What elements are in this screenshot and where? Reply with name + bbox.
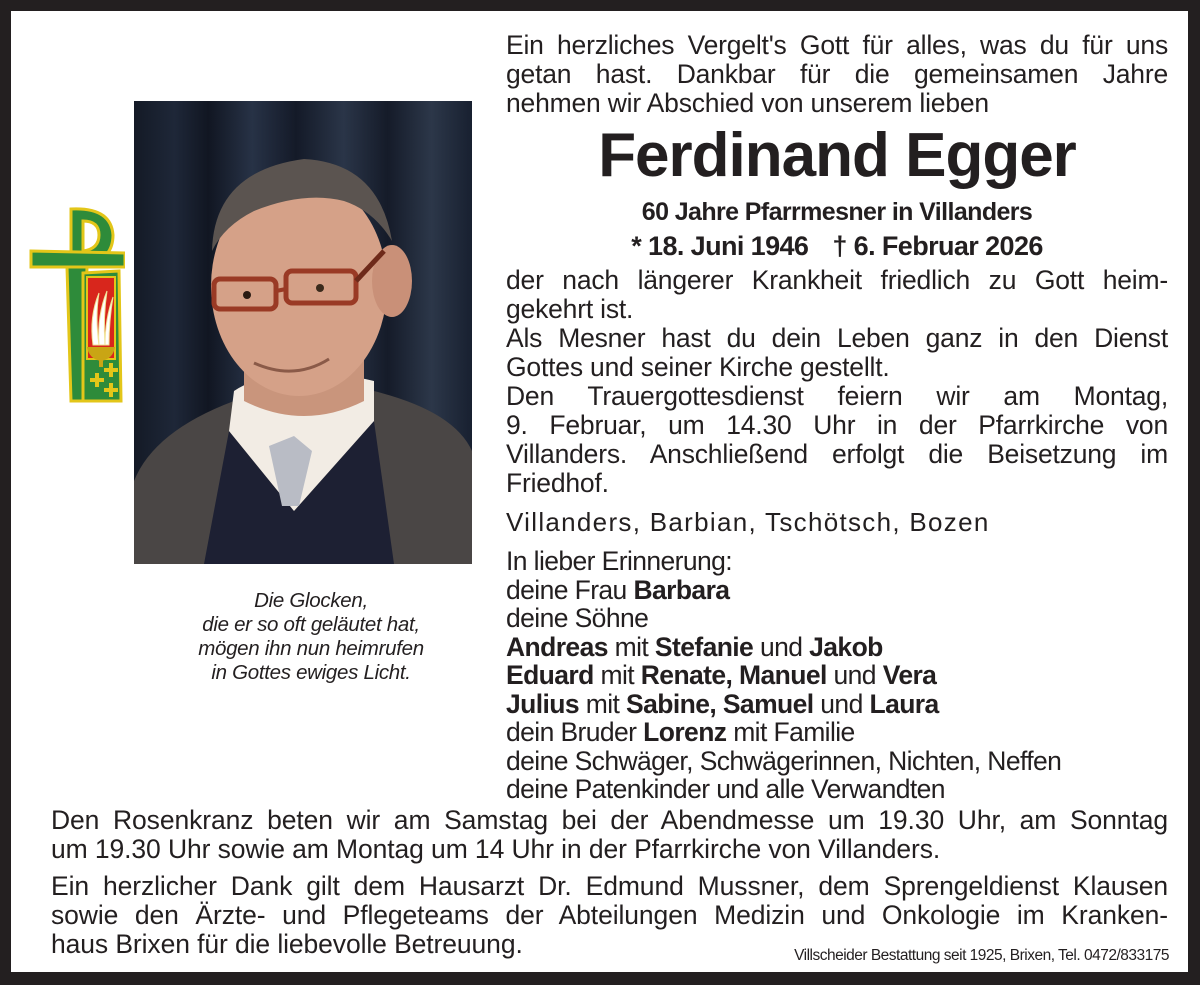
body-line: gekehrt ist. [506, 294, 634, 324]
obituary-notice [11, 11, 1188, 972]
body-line: Villanders. Anschließend erfolgt die Beisetzung im [506, 439, 1168, 469]
intro-line: getan hast. Dankbar für die gemeinsamen Jahre [506, 59, 1168, 89]
body-line: Gottes und seiner Kirche gestellt. [506, 352, 890, 382]
family-son-3: Julius mit Sabine, Samuel und Laura [506, 688, 939, 719]
rosary-line: um 19.30 Uhr sowie am Montag um 14 Uhr in der Pfarrkirche von Villanders. [51, 834, 941, 864]
thanks-note [51, 872, 1168, 959]
thanks-line: haus Brixen für die liebevolle Betreuung. [51, 929, 523, 959]
family-wife: deine Frau Barbara [506, 574, 730, 605]
family-son-1: Andreas mit Stefanie und Jakob [506, 631, 883, 662]
death-date: † 6. Februar 2026 [832, 231, 1043, 261]
thanks-line: Ein herzlicher Dank gilt dem Hausarzt Dr. Edmund Mussner, dem Sprengeldienst Klausen [51, 871, 1168, 901]
family-heading: In lieber Erinnerung: [506, 546, 733, 576]
body-line: 9. Februar, um 14.30 Uhr in der Pfarrkirche von [506, 410, 1168, 440]
intro-text [506, 31, 1168, 118]
portrait-photo [134, 101, 472, 564]
quote-line: in Gottes ewiges Licht. [211, 661, 411, 684]
announcement-body [506, 266, 1168, 498]
quote-line: mögen ihn nun heimrufen [198, 637, 424, 660]
family-godchildren: deine Patenkinder und alle Verwandten [506, 774, 945, 804]
body-line: Den Trauergottesdienst feiern wir am Montag, [506, 381, 1168, 411]
chi-rho-sacristan-emblem-icon [29, 207, 125, 403]
family-son-2: Eduard mit Renate, Manuel und Vera [506, 660, 937, 690]
thanks-line: sowie den Ärzte- und Pflegeteams der Abteilungen Medizin und Onkologie im Kranken- [51, 900, 1168, 930]
deceased-role: 60 Jahre Pfarrmesner in Villanders [641, 198, 1033, 226]
body-line: Als Mesner hast du dein Leben ganz in den Dienst [506, 323, 1168, 353]
deceased-name: Ferdinand Egger [598, 121, 1076, 190]
body-line: der nach längerer Krankheit friedlich zu Gott heim- [506, 265, 1168, 295]
places-line: Villanders, Barbian, Tschötsch, Bozen [506, 507, 990, 537]
rosary-line: Den Rosenkranz beten wir am Samstag bei der Abendmesse um 19.30 Uhr, am Sonntag [51, 805, 1168, 835]
rosary-info [51, 806, 1168, 864]
intro-line: nehmen wir Abschied von unserem lieben [506, 88, 989, 118]
memorial-quote [141, 589, 481, 685]
family-list [506, 547, 1168, 804]
birth-date: * 18. Juni 1946 [631, 231, 809, 261]
quote-line: Die Glocken, [254, 589, 368, 612]
intro-line: Ein herzliches Vergelt's Gott für alles, was du für uns [506, 30, 1168, 60]
family-inlaws: deine Schwäger, Schwägerinnen, Nichten, Neffen [506, 745, 1062, 776]
quote-line: die er so oft geläutet hat, [202, 613, 420, 636]
life-dates [506, 230, 1168, 262]
family-brother: dein Bruder Lorenz mit Familie [506, 717, 855, 747]
family-sons-label: deine Söhne [506, 603, 649, 633]
funeral-home-credit: Villscheider Bestattung seit 1925, Brixen, Tel. 0472/833175 [794, 947, 1169, 964]
body-line: Friedhof. [506, 468, 609, 498]
